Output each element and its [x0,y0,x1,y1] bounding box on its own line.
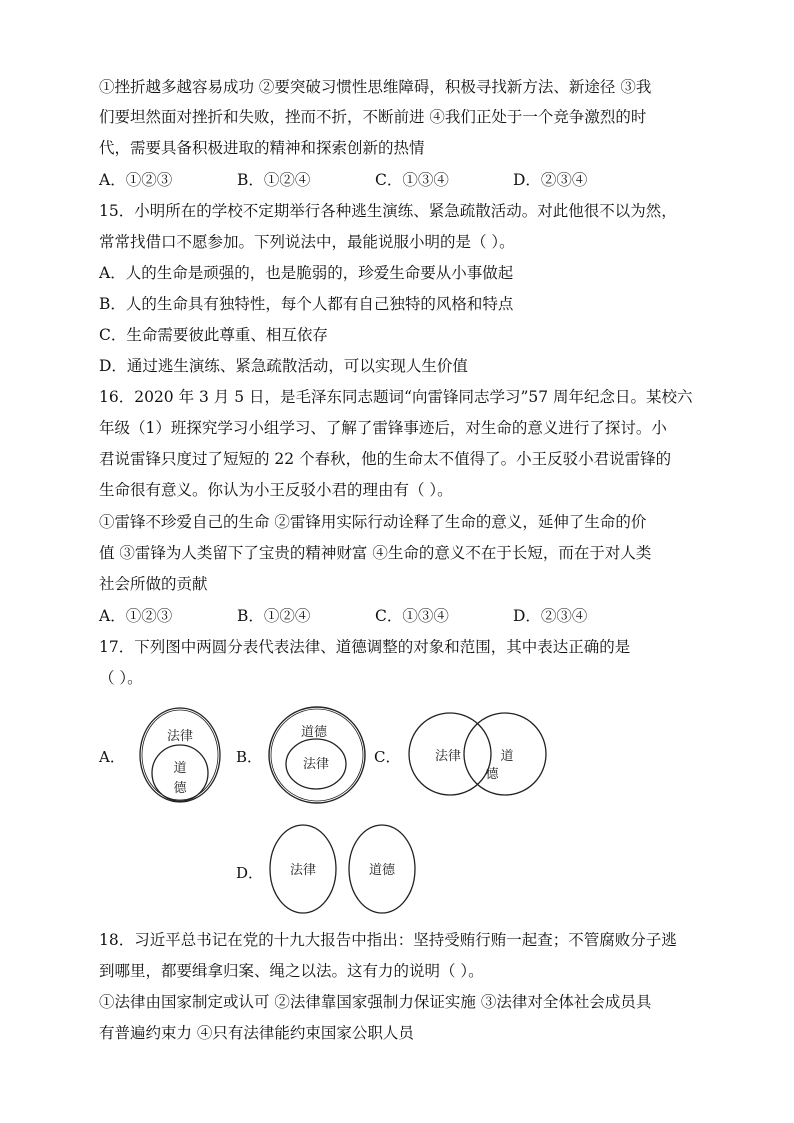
q17-figure-d[interactable] [265,822,430,918]
q18-statement-line-1: ①法律由国家制定或认可 ②法律靠国家强制力保证实施 ③法律对全体社会成员具 [99,993,652,1011]
q14-statement-line-2: 们要坦然面对挫折和失败，挫而不折，不断前进 ④我们正处于一个竞争激烈的时 [99,108,647,126]
q18-statement-line-2: 有普遍约束力 ④只有法律能约束国家公职人员 [99,1024,414,1042]
q17-stem-line-1: 17．下列图中两圆分表代表法律、道德调整的对象和范围，其中表达正确的是 [99,638,631,656]
q16-statement-line-3: 社会所做的贡献 [99,575,208,593]
q17-figure-d-right-text: 道德 [368,863,396,878]
q17-figure-d-label[interactable]: D． [236,864,264,882]
q15-option-d[interactable]: D．通过逃生演练、紧急疏散活动，可以实现人生价值 [99,357,468,375]
q17-figure-c-right-text-bottom: 德 [485,767,499,782]
q16-stem-line-4: 生命很有意义。你认为小王反驳小君的理由有（ ）。 [99,481,453,499]
q15-option-c[interactable]: C．生命需要彼此尊重、相互依存 [99,326,328,344]
q17-figure-b-inner-text: 法律 [302,757,330,772]
q15-option-b[interactable]: B．人的生命具有独特性，每个人都有自己独特的风格和特点 [99,295,514,313]
q16-statement-line-2: 值 ③雷锋为人类留下了宝贵的精神财富 ④生命的意义不在于长短，而在于对人类 [99,544,652,562]
q16-stem-line-1: 16．2020 年 3 月 5 日，是毛泽东同志题词“向雷锋同志学习”57 周年纪念日。某校六 [99,388,693,406]
q17-figure-c[interactable] [400,704,560,804]
q18-stem-line-2: 到哪里，都要缉拿归案、绳之以法。这有力的说明（ ）。 [99,962,484,980]
q15-stem-line-1: 15．小明所在的学校不定期举行各种逃生演练、紧急疏散活动。对此他很不以为然， [99,202,677,220]
q17-figure-c-right-text-top: 道 [500,749,514,764]
q16-option-b[interactable]: B．①②④ [237,607,311,625]
q17-figure-a-outer-text: 法律 [166,729,194,744]
q18-stem-line-1: 18．习近平总书记在党的十九大报告中指出：坚持受贿行贿一起查；不管腐败分子逃 [99,931,677,949]
q17-stem-line-2: （ ）。 [99,669,143,687]
q15-option-a[interactable]: A．人的生命是顽强的，也是脆弱的，珍爱生命要从小事做起 [99,264,514,282]
q16-stem-line-3: 君说雷锋只度过了短短的 22 个春秋，他的生命太不值得了。小王反驳小君说雷锋的 [99,450,672,468]
q16-option-c[interactable]: C．①③④ [375,607,449,625]
q17-figure-a-inner-text-top: 道 [173,761,187,776]
q14-option-c[interactable]: C．①③④ [375,171,449,189]
q16-option-a[interactable]: A．①②③ [99,607,173,625]
q17-figure-a-inner-text-bottom: 德 [173,781,187,796]
q17-figure-c-label[interactable]: C． [374,748,401,766]
q14-statement-line-3: 代，需要具备积极进取的精神和探索创新的热情 [99,139,425,157]
q14-statement-line-1: ①挫折越多越容易成功 ②要突破习惯性思维障碍，积极寻找新方法、新途径 ③我 [99,78,652,96]
q14-options [99,169,651,191]
q17-figure-b-outer-circle-inner-edge [271,709,363,801]
q17-figure-a[interactable] [125,700,235,810]
q16-statement-line-1: ①雷锋不珍爱自己的生命 ②雷锋用实际行动诠释了生命的意义，延伸了生命的价 [99,513,647,531]
q17-figure-a-label[interactable]: A． [99,748,125,766]
q17-figure-c-left-text: 法律 [434,749,462,764]
q14-option-a[interactable]: A．①②③ [99,171,173,189]
q14-option-b[interactable]: B．①②④ [237,171,311,189]
q17-figure-d-left-text: 法律 [289,863,317,878]
q17-figure-b[interactable] [262,700,372,810]
q14-option-d[interactable]: D．②③④ [513,171,588,189]
q15-stem-line-2: 常常找借口不愿参加。下列说法中，最能说服小明的是（ ）。 [99,233,515,251]
q16-options [99,605,651,627]
q17-figure-b-outer-text: 道德 [300,725,328,740]
q16-option-d[interactable]: D．②③④ [513,607,588,625]
q16-stem-line-2: 年级（1）班探究学习小组学习、了解了雷锋事迹后，对生命的意义进行了探讨。小 [99,419,667,437]
q17-figure-b-label[interactable]: B． [236,748,263,766]
